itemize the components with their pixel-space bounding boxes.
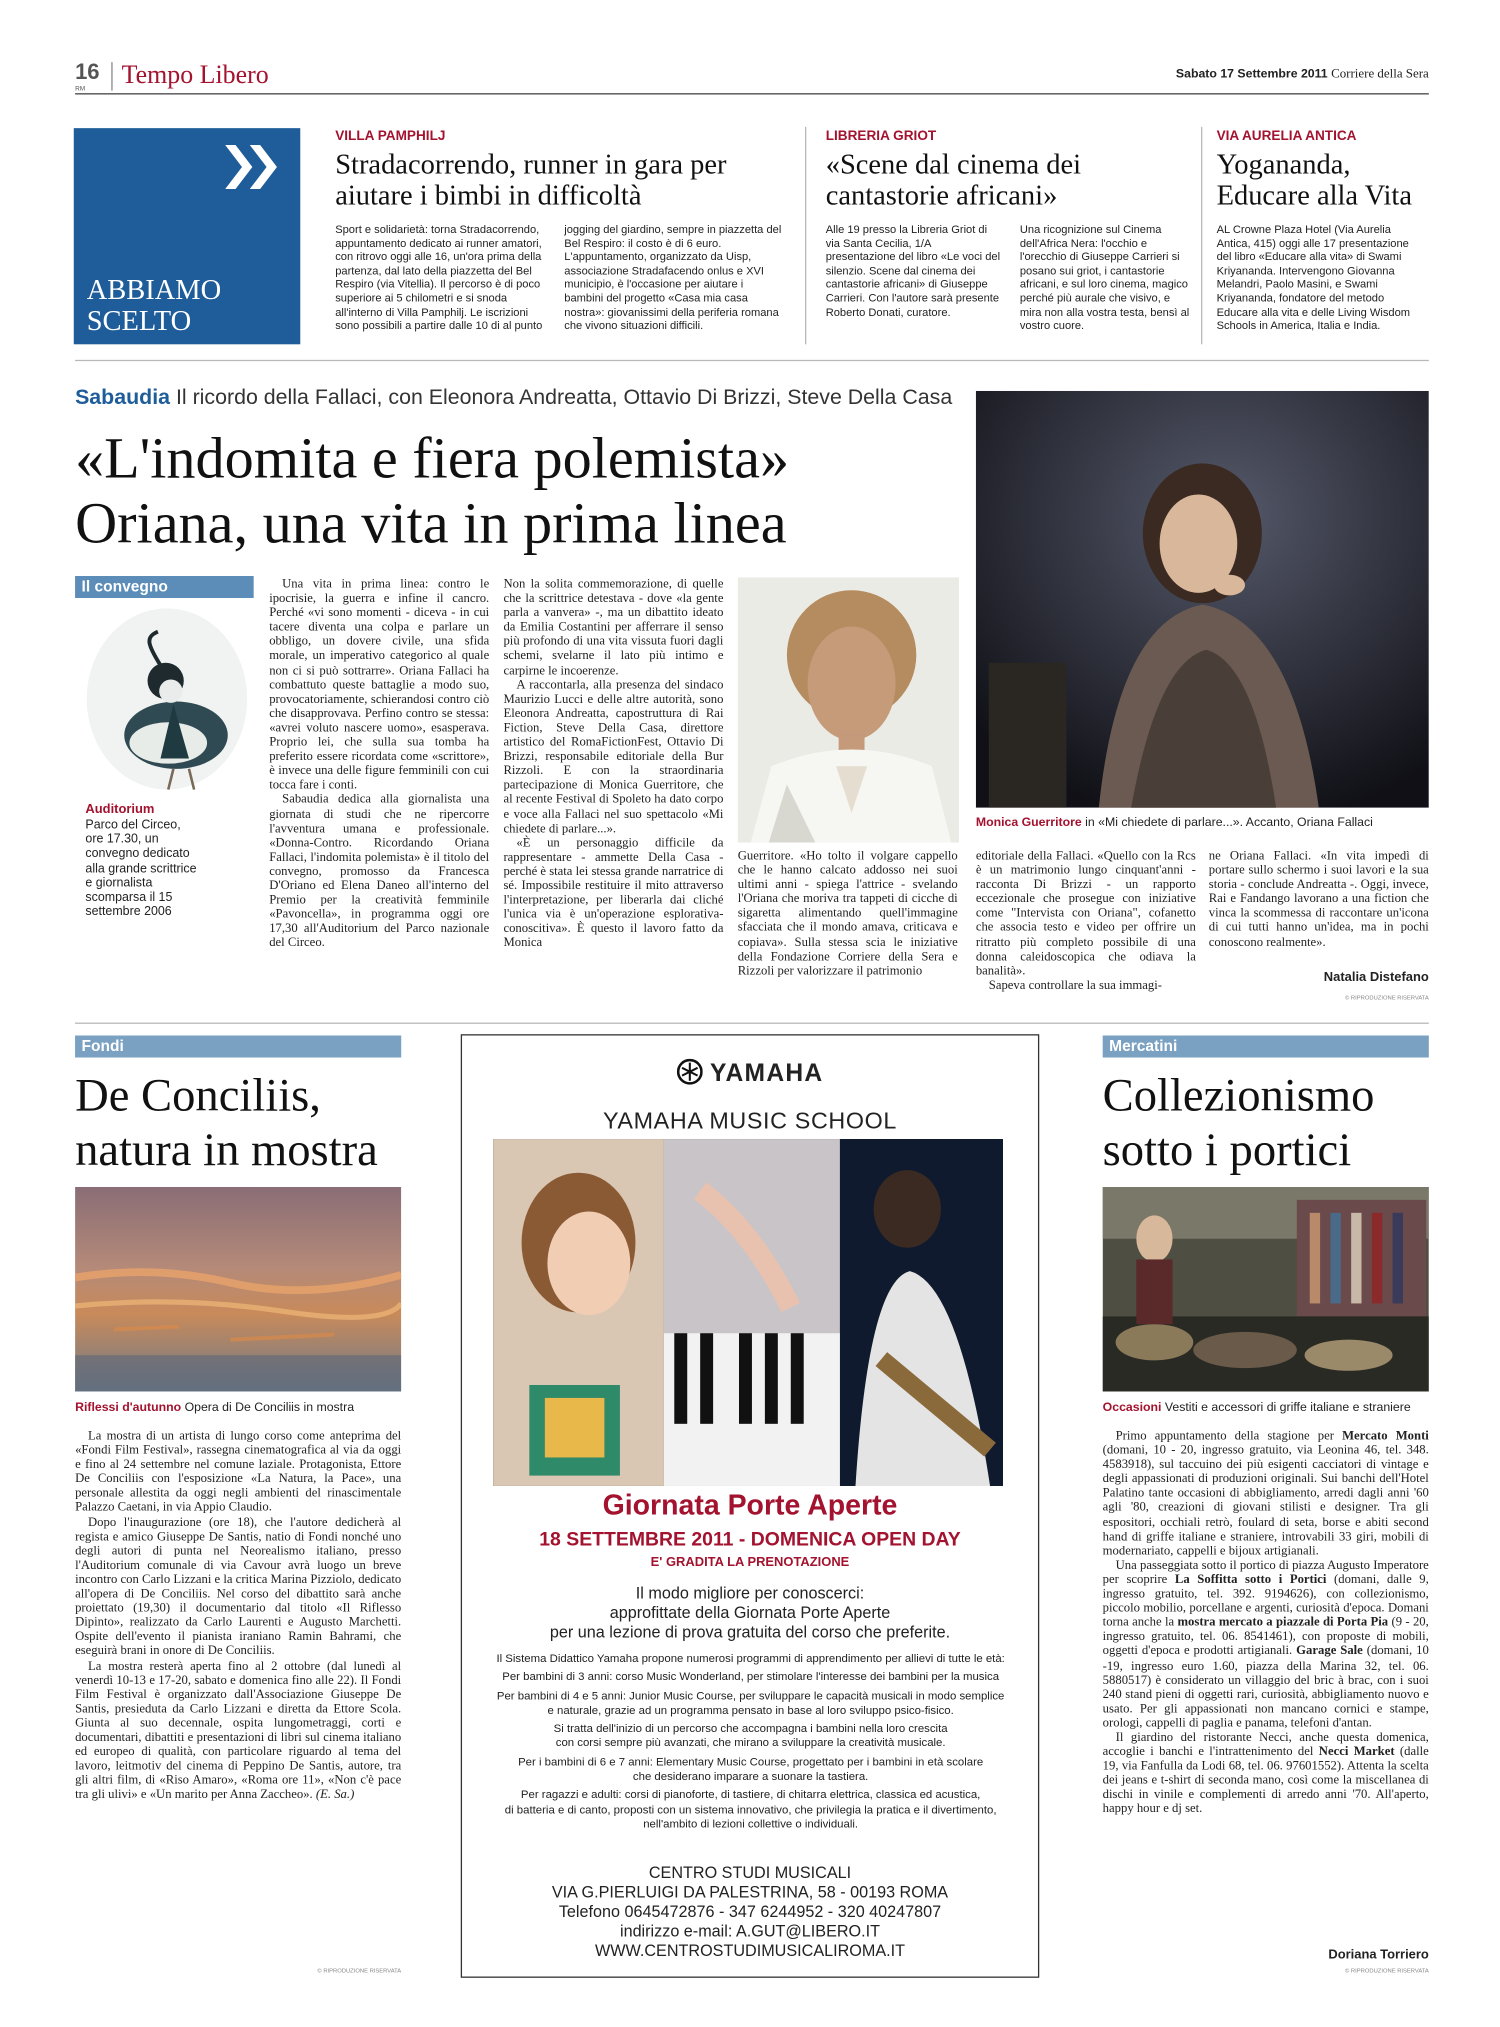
program-4-5-years-a: Per bambini di 4 e 5 anni: Junior Music Course, per sviluppare le capacità musicali in modo semplice — [496, 1688, 1005, 1702]
tagline-1: Il modo migliore per conoscerci: — [635, 1584, 865, 1603]
fondi-body — [75, 1429, 401, 1802]
mercatini-band: Mercatini — [1103, 1036, 1429, 1058]
top-section-rule — [75, 360, 1429, 361]
mercatini-title-2: sotto i portici — [1102, 1123, 1352, 1176]
fondi-title-1: De Conciliis, — [75, 1069, 321, 1121]
fondi-caption-text: Opera di De Conciliis in mostra — [181, 1400, 355, 1415]
program-adults-a: Per ragazzi e adulti: corsi di pianoforte, di tastiere, di chitarra elettrica, classica ed acustica, — [520, 1788, 981, 1801]
main-author: Natalia Distefano — [1323, 970, 1429, 986]
yamaha-date: 18 SETTEMBRE 2011 - DOMENICA OPEN DAY — [539, 1528, 961, 1551]
guerritore-caption — [976, 815, 1429, 831]
mercatini-caption — [1103, 1401, 1439, 1417]
short3-kicker: VIA AURELIA ANTICA — [1216, 128, 1357, 144]
short1-kicker: VILLA PAMPHILJ — [335, 128, 446, 144]
m-p2a: Una passeggiata sotto il portico di piazza Augusto Imperatore per scoprire — [1102, 1558, 1429, 1587]
mercatini-rights: © RIPRODUZIONE RISERVATA — [1345, 1967, 1429, 1974]
fondi-rights: © RIPRODUZIONE RISERVATA — [317, 1967, 402, 1974]
main-title-2: Oriana, una vita in prima linea — [75, 490, 787, 556]
yamaha-contacts — [462, 1864, 1038, 1961]
short-divider-1 — [805, 127, 806, 344]
caption-name: Monica Guerritore — [975, 815, 1082, 830]
main-col4-p1: editoriale della Fallaci. «Quello con la Rcs è un matrimonio lungo cinquant'anni - racconta Di Brizzi - un rapporto eccezionale che prosegue con iniziative come "Intervista con Oriana", cofanetto che associa testo e video per offrire un ritratto più completo possibile di una donna caleidoscopica che odiava la banalità». — [975, 849, 1196, 979]
paper-name: Corriere della Sera — [1331, 67, 1429, 82]
program-adults-b: di batteria e di canto, proposti con un sistema innovativo, che privilegia la pratica e il divertimento, — [504, 1802, 997, 1816]
contact-website: WWW.CENTROSTUDIMUSICALIROMA.IT — [594, 1941, 906, 1960]
fondi-title-2: natura in mostra — [75, 1123, 378, 1176]
oriana-fallaci-photo — [738, 577, 959, 842]
main-place: Sabaudia — [75, 385, 171, 410]
program-6-7-years-b: che desiderano imparare a suonare la tastiera. — [632, 1769, 869, 1783]
main-col-5: ne Oriana Fallaci. «In vita impedì di portare sullo schermo i suoi lavori e la sua storia - conclude Andreatta -. Oggi, invece, Rai e Fandango lavorano a una fiction che vinca la scommessa di raccontare un'icona di cui tutti hanno un'idea, ma in pochi conoscono realmente». — [1208, 849, 1429, 950]
main-col-3: Guerritore. «Ho tolto il volgare cappello che le hanno calcato addosso nei suoi ultimi anni - spiega l'attrice - svelando l'Oriana che moriva tra tappeti di cicche di sigaretta alimentando quell'immagine sfacciata che il mondo amava, criticava e copiava». Sulla stessa scia le iniziative della Fondazione Corriere della Sera e Rizzoli per valorizzare il patrimonio — [737, 849, 958, 979]
main-col2-p1: Non la solita commemorazione, di quelle che la scrittrice detestava - dove «la gente parla a vanvera» -, ma un dibattito ideato da Emilia Costantini per afferrare il senso più profondo di una vita vissuta fuori dagli schemi, svelarne il lato più intimo e carpirne le incoerenze. — [503, 577, 724, 678]
short2-title: «Scene dal cinema dei cantastorie africani» — [825, 147, 1082, 211]
short3-title: Yogananda, Educare alla Vita — [1216, 147, 1412, 211]
tagline-2: approfittate della Giornata Porte Aperte — [609, 1603, 891, 1622]
main-col-4 — [976, 849, 1196, 993]
short2-kicker: LIBRERIA GRIOT — [825, 128, 937, 144]
contact-email: indirizzo e-mail: A.GUT@LIBERO.IT — [619, 1922, 881, 1941]
main-rights: © RIPRODUZIONE RISERVATA — [1345, 994, 1429, 1001]
m-p1c: (domani, 10 - 20, ingresso gratuito, via Leonina 46, tel. 348. 4583918), sul taccuino dei più esigenti cacciatori di vintage e degli appassionati di produzioni originali. Sui banchi dell'Hotel Palatino tante occasioni di abbigliamento, arredi dagli anni '60 agli '80, creazioni di giovani stilisti e designer. Tra gli espositori, occhiali retrò, foulard di seta, borse e abiti second hand di griffe italiane e straniere, introvabili 33 giri, mobili di modernariato, cappelli e bijoux artigianali. — [1102, 1443, 1429, 1559]
header-rule — [75, 93, 1429, 94]
mercatini-caption-bold: Occasioni — [1102, 1400, 1162, 1415]
yamaha-programs — [472, 1652, 1029, 1832]
m-p2e: (9 - 20, ingresso gratuito, tel. 06. 8541461), con proposte di mobili, oggetti d'epoca e prodotti artigianali. — [1102, 1615, 1429, 1659]
yamaha-headline: Giornata Porte Aperte — [602, 1488, 898, 1521]
main-col2-p2: A raccontarla, alla presenza del sindaco Maurizio Lucci e delle altre autorità, sono Eleonora Andreatta, capostruttura di Rai Fiction, Steve Della Casa, direttore artistico del RomaFictionFest, Ottavio Di Brizzi, responsabile editoriale della Bur Rizzoli. E con la straordinaria partecipazione di Monica Guerritore, che al recente Festival di Spoleto ha dato corpo e voce alla Fallaci nel suo spettacolo «Mi chiedete di parlare...». — [503, 677, 724, 836]
monica-guerritore-photo — [976, 391, 1429, 808]
tagline-3: per una lezione di prova gratuita del corso che preferite. — [549, 1623, 951, 1642]
short1-col2: jogging del giardino, sempre in piazzetta del Bel Respiro: il costo è di 6 euro. L'appuntamento, organizzato da Uisp, associazione Stradafacendo onlus e XVI municipio, è l'occasione per aiutare i bambini del progetto «Casa mia casa nostra»: giovanissimi della periferia romana che vivono situazioni difficili. — [564, 222, 782, 332]
info-text: Parco del Circeo, ore 17.30, un convegno dedicato alla grande scrittrice e giornalista scomparsa il 15 settembre 2006 — [85, 818, 197, 920]
mercatini-title-1: Collezionismo — [1102, 1069, 1375, 1121]
mercatini-p1 — [1103, 1429, 1429, 1558]
page-number: 16 — [75, 59, 100, 85]
short2-col2: Una ricognizione sul Cinema dell'Africa Nera: l'occhio e l'orecchio di Giuseppe Carrieri si posano sui griot, i cantastorie africani, e sul loro cinema, magico perché più aurale che visivo, e mira non alla vostra testa, bensì al vostro cuore. — [1019, 222, 1190, 332]
header-divider — [111, 62, 112, 90]
abbiamo-scelto-box — [74, 128, 300, 344]
fondi-caption — [75, 1401, 411, 1417]
fondi-p3 — [75, 1659, 401, 1803]
section-title: Tempo Libero — [121, 60, 269, 90]
contact-centro: CENTRO STUDI MUSICALI — [648, 1863, 852, 1883]
mercatini-author: Doriana Torriero — [1328, 1948, 1429, 1963]
program-3-years: Per bambini di 3 anni: corso Music Wonderland, per stimolare l'interesse dei bambini per la musica — [502, 1670, 1000, 1684]
yamaha-tagline — [462, 1584, 1038, 1642]
program-path-a: Si tratta dell'inizio di un percorso che accompagna i bambini nella loro crescita — [553, 1721, 948, 1735]
scelto-label: SCELTO — [86, 304, 192, 337]
program-path-b: con corsi sempre più avanzati, che mirano a sviluppare la creatività musicale. — [555, 1736, 946, 1750]
caption-text: in «Mi chiedete di parlare...». Accanto, Oriana Fallaci — [1081, 815, 1373, 830]
fondi-p2: Dopo l'inaugurazione (ore 18), che l'autore dedicherà al regista e amico Giuseppe De Santis, natio di Fondi nonché uno degli autori di punta nel Neorealismo italiano, presso l'Auditorium comunale di via Cavour avrà luogo un breve incontro con Carlo Lizzani e la critica Marina Pizziolo, dedicato all'opera di De Conciliis. Nel corso del dibattito sarà anche proiettato (19,30) il documentario dal titolo «Il Riflesso Dipinto», realizzato da Carlo Laurenti e Augusto Marchetti. Ospite dell'evento il pianista iraniano Ramin Bahrami, che eseguirà brani in onore di De Conciliis. — [75, 1515, 402, 1659]
yamaha-school: YAMAHA MUSIC SCHOOL — [602, 1107, 898, 1134]
m-p2g: (domani, 10 -19, ingresso euro 1.60, piazza della Marina 32, tel. 06. 5880517) è considerato un villaggio del bric à brac, con i suoi 240 stand pieni di oggetti rari, curiosità, abbigliamento nuovo e usato. Per gli appassionati non mancano cornici e stampe, orologi, cappelli di paglia e panama, telefoni d'antan. — [1102, 1644, 1429, 1731]
mercatini-photo — [1103, 1187, 1429, 1392]
mercatini-caption-text: Vestiti e accessori di griffe italiane e straniere — [1161, 1400, 1411, 1415]
main-col2-p3: «È un personaggio difficile da rappresentare - ammette Della Casa - perché è stata lei stessa grande narratrice di sé. Impossibile restituire il mito attraverso l'interpretazione, per liberarla dai cliché l'unica via è un'operazione esplorativa-conoscitiva». È questo il lavoro fatto da Monica — [503, 835, 724, 951]
main-col1-p1: Una vita in prima linea: contro le ipocrisie, la guerra e infine il cancro. Perché «vi sono momenti - diceva - in cui tacere diventa una colpa e parlare un obbligo, un dovere civile, una sfida morale, un imperativo categorico al quale non ci si può sottrarre». Oriana Fallaci ha combattuto queste battaglie a modo suo, provocatoriamente, schierandosi contro ciò che disapprovava. Perfino contro se stessa: «avrei voluto nascere uomo», esasperava. Proprio lei, che sulla sua tomba ha preferito essere ricordata come «scrittore», è invece una delle figure femminili con cui tocca fare i conti. — [269, 577, 490, 793]
contact-phone: Telefono 0645472876 - 347 6244952 - 320 40247807 — [558, 1902, 942, 1921]
m-garage-sale: Garage Sale — [1296, 1644, 1363, 1659]
m-mercato-monti: Mercato Monti — [1342, 1428, 1429, 1444]
m-p3c: (dalle 19, via Fanfulla da Lodi 68, tel. 06. 97601552). Attenta la scelta dei jeans e t-shirt di seconda mano, così come la miscellanea di dischi in vinile e complementi di arredo anni '70. All'aperto, happy hour e dj set. — [1102, 1744, 1429, 1817]
header-date — [1113, 67, 1429, 81]
short1-col1: Sport e solidarietà: torna Stradacorrendo, appuntamento dedicato ai runner amatori, con ritrovo oggi alle 16, un'ora prima della partenza, dal lato della piazzetta del Bel Respiro (via Vitellia). Il percorso è di poco superiore ai 5 chilometri e si snoda all'interno di Villa Pamphilj. Le iscrizioni sono possibili a partire dalle 10 di al punto — [335, 222, 543, 332]
program-6-7-years-a: Per i bambini di 6 e 7 anni: Elementary Music Course, progettato per i bambini in età scolare — [518, 1754, 984, 1768]
main-subhead — [75, 386, 952, 411]
yamaha-brand — [462, 1059, 1038, 1089]
main-subhead-text: Il ricordo della Fallaci, con Eleonora Andreatta, Ottavio Di Brizzi, Steve Della Casa — [175, 385, 953, 410]
program-adults-c: nell'ambito di lezioni collettive o individuali. — [643, 1817, 859, 1831]
contact-address: VIA G.PIERLUIGI DA PALESTRINA, 58 - 00193 ROMA — [551, 1883, 949, 1902]
fondi-signature: (E. Sa.) — [315, 1787, 355, 1803]
yamaha-logo-icon — [676, 1059, 702, 1085]
main-col-2 — [503, 577, 723, 950]
main-title-1: «L'indomita e fiera polemista» — [75, 425, 790, 491]
fondi-p1: La mostra di un artista di lungo corso come anteprima del «Fondi Film Festival», rassegna cinematografica al via da oggi e fino al 24 settembre nel comune laziale. Protagonista, Ettore De Conciliis con l'esposizione «La Natura, la Pace», una personale allestita da oggi negli ambienti del rinascimentale Palazzo Caetani, in via Appio Claudio. — [75, 1428, 402, 1516]
mid-rule — [75, 1023, 1429, 1024]
m-p3a: Il giardino del ristorante Necci, anche questa domenica, accoglie i banchi e l'intrattenimento del — [1102, 1730, 1429, 1760]
m-p2c: (domani, dalle 9, ingresso gratuito, tel. 392. 9194626), con collezionismo, piccolo mobilio, porcellane e argenti, curiosità d'epoca. Domani torna anche la — [1102, 1572, 1429, 1630]
main-col-1 — [269, 577, 489, 950]
mercatini-body — [1103, 1429, 1429, 1817]
program-4-5-years-b: e naturale, grazie ad un programma pensato in base al loro sviluppo psico-fisico. — [547, 1703, 954, 1717]
info-title: Auditorium — [85, 802, 155, 817]
short2-col1: Alle 19 presso la Libreria Griot di via Santa Cecilia, 1/A presentazione del libro «Le voci del silenzio. Scene dal cinema dei cantastorie africani» di Giuseppe Carrieri. Con l'autore sarà presente Roberto Donati, curatore. — [825, 222, 1001, 318]
fondi-band: Fondi — [75, 1036, 401, 1058]
m-p1a: Primo appuntamento della stagione per — [1115, 1428, 1343, 1444]
date-text: Sabato 17 Settembre 2011 — [1175, 67, 1328, 82]
yamaha-ad-photo — [493, 1139, 1003, 1486]
yamaha-ad — [461, 1034, 1040, 1978]
fondi-p3-text: La mostra resterà aperta fino al 2 ottobre (dal lunedì al venerdì 10-13 e 17-20, sabato e domenica fino alle 22). Il Fondi Film Festival è organizzato dall'Associazione Giuseppe De Santis, presieduta da Carlo Lizzani e diretta da Ettore Scola. Giunta al suo decennale, ospita lungometraggi, corti e documentari, dibattiti e presentazioni di libri sul cinema italiano ed europeo di qualità, con particolare riguardo al tema del lavoro, leitmotiv del cinema di Peppino De Santis, autore, tra gli altri film, di «Riso Amaro», «Roma ore 11», «Non c'è pace tra gli ulivi» e «Un marito per Anna Zaccheo». — [75, 1658, 402, 1803]
yamaha-brand-text: YAMAHA — [710, 1060, 824, 1088]
programs-intro: Il Sistema Didattico Yamaha propone numerosi programmi di apprendimento per allievi di tutte le età: — [496, 1651, 1005, 1665]
m-necci-market: Necci Market — [1318, 1744, 1395, 1760]
short3-col1: AL Crowne Plaza Hotel (Via Aurelia Antica, 415) oggi alle 17 presentazione del libro «Educare alla vita» di Swami Kriyananda. Intervengono Giovanna Melandri, Paolo Masini, e Swami Kriyananda, fondatore del metodo Educare alla vita e delle Living Wisdom Schools in America, Italia e India. — [1216, 222, 1411, 332]
mercatini-p2 — [1103, 1558, 1429, 1730]
short-divider-2 — [1201, 127, 1202, 344]
convegno-band: Il convegno — [75, 576, 254, 598]
m-porta-pia: mostra mercato a piazzale di Porta Pia — [1177, 1615, 1389, 1630]
abbiamo-label: ABBIAMO — [86, 273, 222, 306]
de-conciliis-painting — [75, 1187, 401, 1392]
mercatini-p3 — [1103, 1731, 1429, 1817]
short1-title: Stradacorrendo, runner in gara per aiutare i bimbi in difficoltà — [335, 147, 727, 211]
edition-code: RM — [75, 85, 86, 94]
fondi-caption-bold: Riflessi d'autunno — [75, 1400, 182, 1415]
yamaha-gradita: E' GRADITA LA PRENOTAZIONE — [650, 1555, 850, 1571]
main-col1-p2: Sabaudia dedica alla giornalista una giornata di studi che ne ripercorre l'avventura umana e professionale. «Donna-Contro. Ricordando Oriana Fallaci, l'indomita polemista» è il titolo del convegno, promosso da Francesca D'Oriano ed Elena Daneo all'interno del Premio per la creatività femminile «Pavoncella», in programma oggi ore 17,30 all'Auditorium del Parco nazionale del Circeo. — [269, 792, 490, 951]
m-soffitta: La Soffitta sotto i Portici — [1174, 1572, 1327, 1587]
main-col4-p2: Sapeva controllare la sua immagi- — [988, 978, 1163, 993]
lapwing-bird-image — [83, 606, 251, 792]
double-chevron-icon — [221, 141, 286, 193]
